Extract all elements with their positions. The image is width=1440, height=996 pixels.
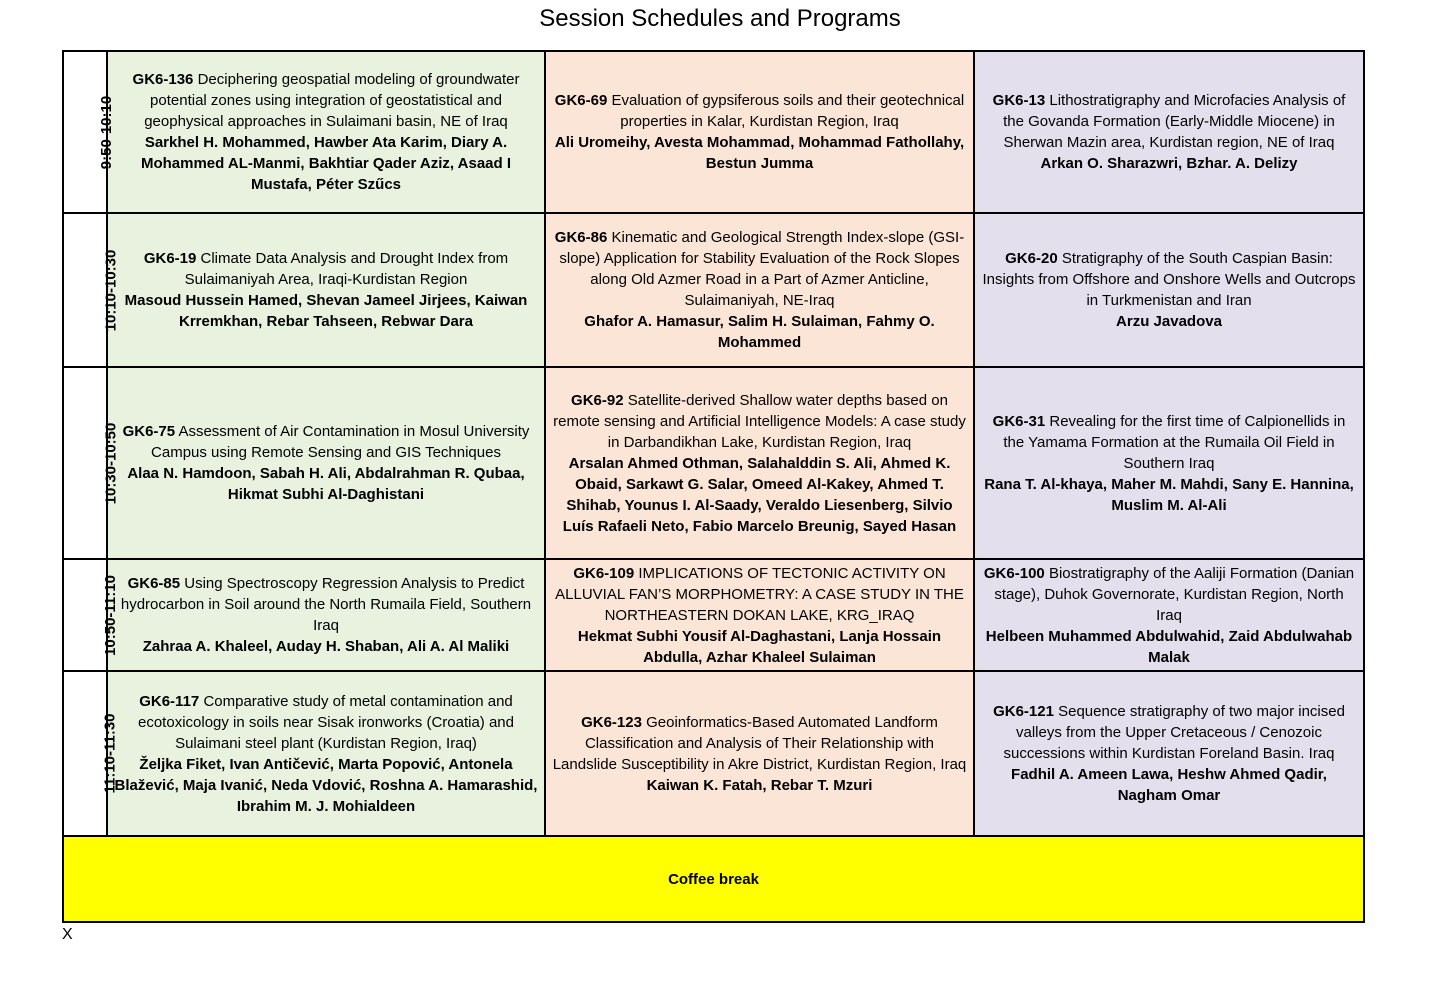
paper-authors: Sarkhel H. Mohammed, Hawber Ata Karim, Diary A. Mohammed AL-Manmi, Bakhtiar Qader Aziz, Asaad I Mustafa, Péter Szűcs [140, 134, 512, 193]
paper-heading [114, 421, 538, 463]
paper-heading [114, 69, 538, 132]
paper-authors: Alaa N. Hamdoon, Sabah H. Ali, Abdalrahman R. Qubaa, Hikmat Subhi Al-Daghistani [127, 465, 525, 503]
time-slot-cell [63, 213, 120, 367]
paper-cell [974, 51, 1364, 213]
session-row [63, 367, 1364, 559]
time-slot-label: 9:50-10:10 [98, 95, 116, 169]
time-slot-cell [63, 51, 116, 213]
paper-heading [981, 411, 1357, 474]
paper-code: GK6-100 [983, 564, 1045, 582]
paper-title: Stratigraphy of the South Caspian Basin: Insights from Offshore and Onshore Wells and Outcrops in Turkmenistan and Iran [982, 250, 1356, 309]
paper-heading [552, 563, 967, 626]
paper-code: GK6-123 [581, 713, 642, 731]
paper-cell [107, 559, 545, 671]
paper-cell [974, 559, 1364, 671]
time-slot-label: 10:30-10:50 [102, 422, 120, 504]
time-slot-label: 11:10-11:30 [101, 713, 119, 794]
paper-code: GK6-69 [554, 92, 608, 109]
paper-authors: Ghafor A. Hamasur, Salim H. Sulaiman, Fahmy O. Mohammed [584, 313, 935, 351]
paper-heading [981, 90, 1357, 153]
paper-heading [981, 248, 1357, 311]
paper-authors: Željka Fiket, Ivan Antičević, Marta Popović, Antonela Blažević, Maja Ivanić, Neda Vdović, Roshna A. Hamarashid, Ibrahim M. J. Mohialdeen [114, 755, 538, 815]
paper-authors: Arsalan Ahmed Othman, Salahalddin S. Ali, Ahmed K. Obaid, Sarkawt G. Salar, Omeed Al-Kakey, Ahmed T. Shihab, Younus I. Al-Saady, Veraldo Liesenberg, Silvio Luís Rafaeli Neto, Fabio Marcelo Breunig, Sayed Hasan [562, 454, 957, 535]
time-slot-label: 10:50-11:10 [101, 574, 119, 656]
paper-authors: Zahraa A. Khaleel, Auday H. Shaban, Ali A. Al Maliki [142, 638, 510, 655]
paper-cell [974, 671, 1364, 836]
paper-cell [545, 51, 974, 213]
paper-cell [107, 213, 545, 367]
paper-title: Satellite-derived Shallow water depths based on remote sensing and Artificial Intelligence Models: A case study in Darbandikhan Lake, Kurdistan Region, Iraq [553, 391, 966, 451]
paper-code: GK6-136 [132, 71, 194, 88]
page-title: Session Schedules and Programs [539, 5, 901, 32]
paper-code: GK6-75 [122, 423, 176, 440]
paper-authors: Helbeen Muhammed Abdulwahid, Zaid Abdulwahab Malak [985, 627, 1353, 666]
paper-code: GK6-86 [554, 229, 608, 246]
time-slot-label: 10:10-10:30 [102, 249, 120, 331]
paper-code: GK6-20 [1005, 250, 1058, 267]
paper-title: Using Spectroscopy Regression Analysis to Predict hydrocarbon in Soil around the North Rumaila Field, Southern Iraq [120, 575, 532, 634]
paper-title: Deciphering geospatial modeling of groundwater potential zones using integration of geostatistical and geophysical approaches in Sulaimani basin, NE of Iraq [144, 71, 520, 130]
paper-title: Biostratigraphy of the Aaliji Formation (Danian stage), Duhok Governorate, Kurdistan Region, North Iraq [994, 564, 1355, 624]
paper-code: GK6-117 [139, 692, 200, 710]
paper-authors: Masoud Hussein Hamed, Shevan Jameel Jirjees, Kaiwan Krremkhan, Rebar Tahseen, Rebwar Dara [124, 292, 528, 330]
paper-title: Comparative study of metal contamination and ecotoxicology in soils near Sisak ironworks (Croatia) and Sulaimani steel plant (Kurdistan Region, Iraq) [138, 692, 514, 752]
time-slot-cell [63, 671, 119, 836]
paper-title: Climate Data Analysis and Drought Index from Sulaimaniyah Area, Iraqi-Kurdistan Region [184, 250, 509, 288]
paper-cell [974, 213, 1364, 367]
paper-code: GK6-121 [993, 703, 1054, 720]
session-row [63, 671, 1364, 836]
session-row [63, 213, 1364, 367]
paper-heading [114, 248, 538, 290]
paper-heading [981, 701, 1357, 764]
paper-heading [552, 90, 967, 132]
paper-title: Lithostratigraphy and Microfacies Analysis of the Govanda Formation (Early-Middle Miocene) in Sherwan Mazin area, Kurdistan region, NE of Iraq [1003, 92, 1346, 151]
break-row [63, 836, 1364, 922]
paper-cell [107, 367, 545, 559]
paper-code: GK6-31 [992, 412, 1046, 430]
paper-code: GK6-92 [571, 391, 624, 409]
coffee-break-cell: Coffee break [63, 836, 1364, 922]
paper-authors: Rana T. Al-khaya, Maher M. Mahdi, Sany E. Hannina, Muslim M. Al-Ali [984, 475, 1354, 514]
paper-title: Revealing for the first time of Calpionellids in the Yamama Formation at the Rumaila Oil Field in Southern Iraq [1003, 412, 1346, 472]
paper-heading [552, 712, 967, 775]
paper-heading [981, 563, 1357, 626]
session-row [63, 51, 1364, 213]
schedule-table [62, 50, 1365, 923]
paper-authors: Arkan O. Sharazwri, Bzhar. A. Delizy [1040, 155, 1298, 172]
paper-authors: Arzu Javadova [1116, 313, 1222, 330]
paper-code: GK6-19 [143, 250, 197, 267]
paper-authors: Fadhil A. Ameen Lawa, Heshw Ahmed Qadir, Nagham Omar [1011, 766, 1327, 804]
paper-cell [545, 559, 974, 671]
paper-cell [107, 51, 545, 213]
paper-cell [107, 671, 545, 836]
paper-code: GK6-13 [992, 92, 1046, 109]
paper-title: IMPLICATIONS OF TECTONIC ACTIVITY ON ALLUVIAL FAN’S MORPHOMETRY: A CASE STUDY IN THE NORTHEASTERN DOKAN LAKE, KRG_IRAQ [555, 564, 964, 624]
paper-title: Kinematic and Geological Strength Index-slope (GSI-slope) Application for Stability Evaluation of the Rock Slopes along Old Azmer Road in a Part of Azmer Anticline, Sulaimaniyah, NE-Iraq [559, 229, 965, 309]
session-row [63, 559, 1364, 671]
paper-authors: Hekmat Subhi Yousif Al-Daghastani, Lanja Hossain Abdulla, Azhar Khaleel Sulaiman [577, 627, 942, 666]
paper-title: Evaluation of gypsiferous soils and their geotechnical properties in Kalar, Kurdistan Region, Iraq [611, 92, 965, 130]
footer-mark: X [62, 926, 73, 943]
time-slot-cell [63, 559, 119, 671]
paper-heading [552, 227, 967, 311]
paper-cell [545, 671, 974, 836]
paper-title: Assessment of Air Contamination in Mosul University Campus using Remote Sensing and GIS Techniques [151, 423, 530, 461]
paper-title: Sequence stratigraphy of two major incised valleys from the Upper Cretaceous / Cenozoic successions within Kurdistan Foreland Basin. Iraq [1003, 703, 1345, 762]
paper-title: Geoinformatics-Based Automated Landform Classification and Analysis of Their Relationship with Landslide Susceptibility in Akre District, Kurdistan Region, Iraq [552, 713, 967, 773]
paper-cell [974, 367, 1364, 559]
paper-cell [545, 213, 974, 367]
paper-authors: Kaiwan K. Fatah, Rebar T. Mzuri [646, 776, 873, 794]
time-slot-cell [63, 367, 120, 559]
paper-code: GK6-109 [573, 564, 635, 582]
paper-authors: Ali Uromeihy, Avesta Mohammad, Mohammad Fathollahy, Bestun Jumma [554, 134, 965, 172]
paper-heading [114, 691, 538, 754]
paper-cell [545, 367, 974, 559]
paper-heading [114, 573, 538, 636]
paper-code: GK6-85 [127, 575, 181, 592]
paper-heading [552, 390, 967, 453]
